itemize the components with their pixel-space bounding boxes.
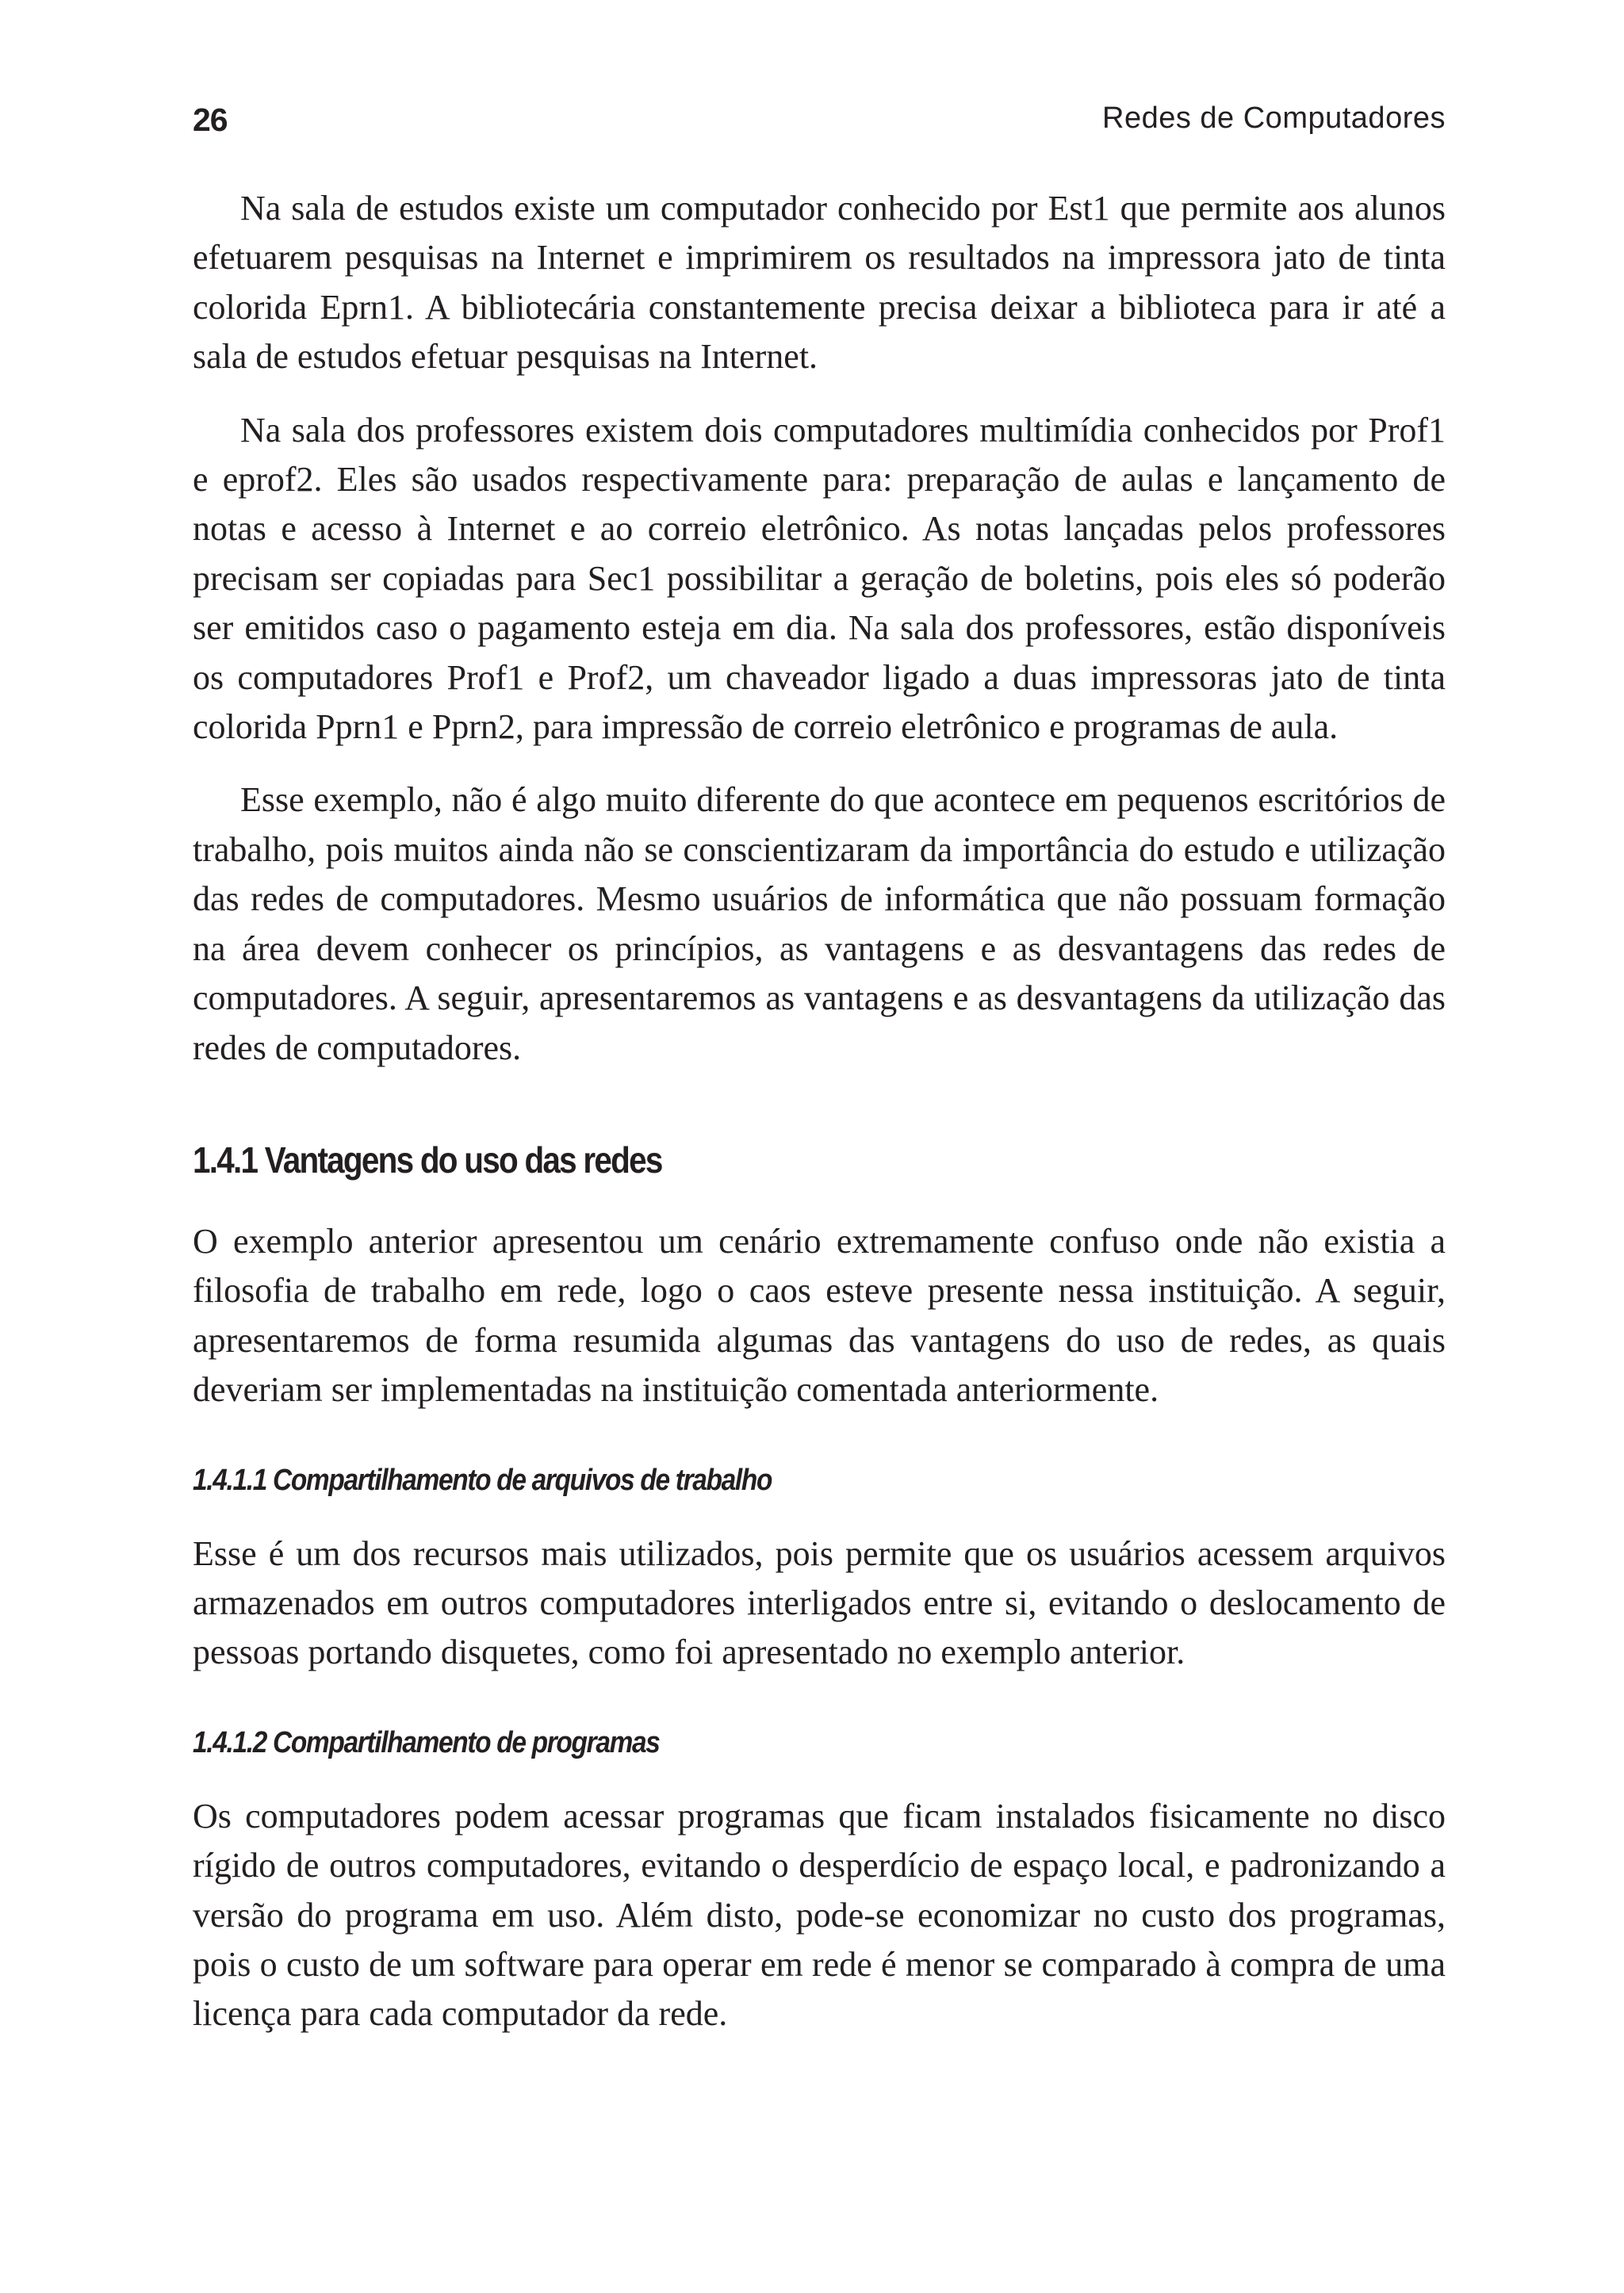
running-head: [193, 101, 1446, 149]
paragraph-example-summary: Esse exemplo, não é algo muito diferente do que acontece em pequenos escritórios de trabalho, pois muitos ainda não se conscientizaram da importância do estudo e utilização das redes de computadores. Mesmo usuários de informática que não possuam formação na área devem conhecer os princípios, as vantagens e as desvantagens das redes de computadores. A seguir, apresentaremos as vantagens e as desvantagens da utilização das redes de computadores.: [193, 780, 1446, 1067]
page-body: [193, 184, 1446, 2039]
page-number: 26: [193, 101, 228, 138]
running-title: Redes de Computadores: [1102, 101, 1446, 135]
section-heading-vantagens: 1.4.1 Vantagens do uso das redes: [193, 1139, 662, 1181]
paragraph-vantagens: O exemplo anterior apresentou um cenário extremamente confuso onde não existia a filosofia de trabalho em rede, logo o caos esteve presente nessa instituição. A seguir, apresentaremos de forma resumida algumas das vantagens do uso de redes, as quais deveriam ser implementadas na instituição comentada anteriormente.: [193, 1221, 1446, 1410]
paragraph-arquivos: Esse é um dos recursos mais utilizados, pois permite que os usuários acessem arquivos armazenados em outros computadores interligados entre si, evitando o deslocamento de pessoas portando disquetes, como foi apresentado no exemplo anterior.: [193, 1533, 1446, 1672]
subsection-heading-programas: 1.4.1.2 Compartilhamento de programas: [193, 1725, 660, 1759]
paragraph-programas: Os computadores podem acessar programas que ficam instalados fisicamente no disco rígido de outros computadores, evitando o desperdício de espaço local, e padronizando a versão do programa em uso. Além disto, pode-se economizar no custo dos programas, pois o custo de um software para operar em rede é menor se comparado à compra de uma licença para cada computador da rede.: [193, 1796, 1446, 2034]
paragraph-teachers-room: Na sala dos professores existem dois computadores multimídia conhecidos por Prof1 e eprof2. Eles são usados respectivamente para: preparação de aulas e lançamento de notas e acesso à Internet e ao correio eletrônico. As notas lançadas pelos professores precisam ser copiadas para Sec1 possibilitar a geração de boletins, pois eles só poderão ser emitidos caso o pagamento esteja em dia. Na sala dos professores, estão disponíveis os computadores Prof1 e Prof2, um chaveador ligado a duas impressoras jato de tinta colorida Pprn1 e Pprn2, para impressão de correio eletrônico e programas de aula.: [193, 410, 1446, 747]
paragraph-study-room: Na sala de estudos existe um computador conhecido por Est1 que permite aos alunos efetuarem pesquisas na Internet e imprimirem os resultados na impressora jato de tinta colorida Eprn1. A bibliotecária constantemente precisa deixar a biblioteca para ir até a sala de estudos efetuar pesquisas na Internet.: [193, 189, 1446, 377]
subsection-heading-arquivos: 1.4.1.1 Compartilhamento de arquivos de trabalho: [193, 1463, 772, 1497]
